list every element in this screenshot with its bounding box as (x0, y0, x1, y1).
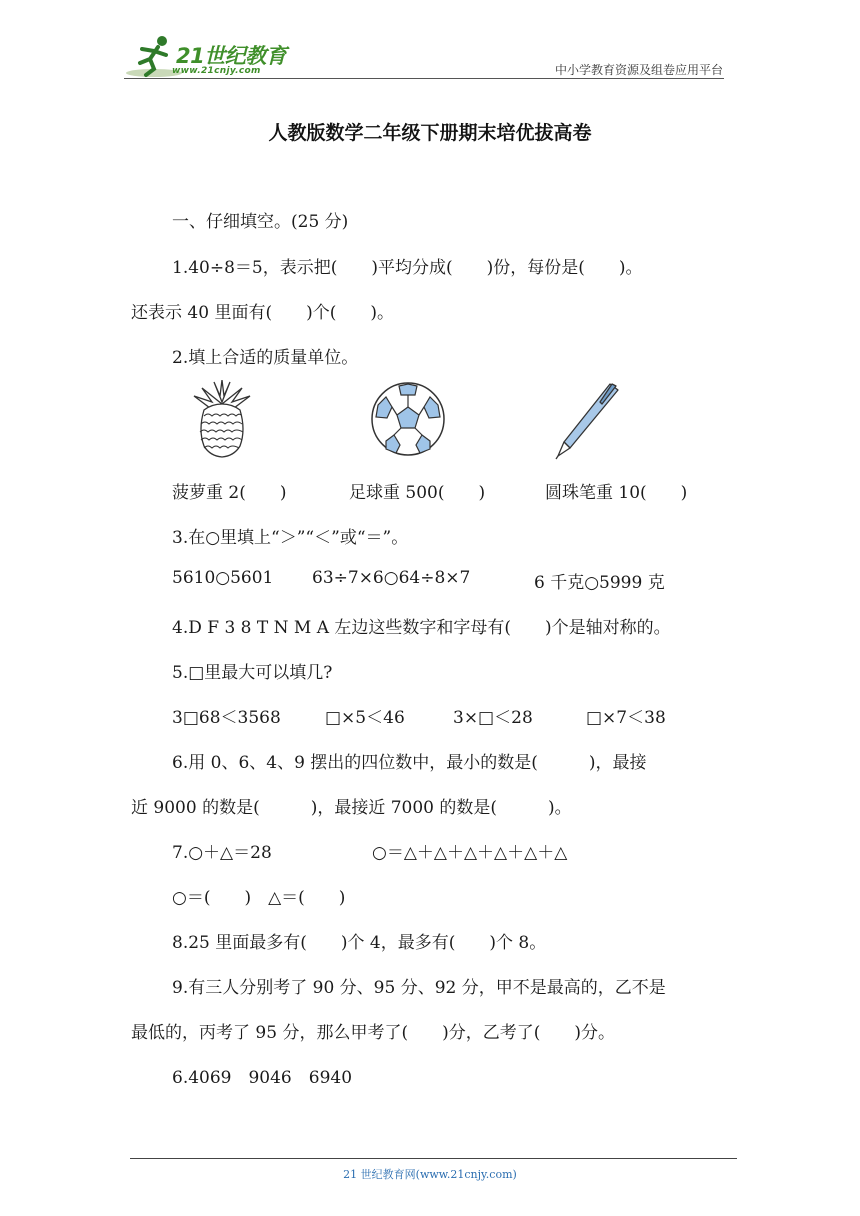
question-3-text: 3.在○里填上“＞”“＜”或“＝”。 (172, 528, 409, 548)
compare-item-1: 5610○5601 (172, 568, 274, 588)
pineapple-icon (190, 380, 254, 458)
question-9-line-1: 9.有三人分别考了 90 分、95 分、92 分，甲不是最高的，乙不是 (172, 978, 666, 998)
question-2-text: 2.填上合适的质量单位。 (172, 348, 359, 368)
fill-box-item-2: □×5＜46 (325, 708, 405, 728)
pineapple-weight-label: 菠萝重 2( ) (172, 483, 287, 503)
question-5-text: 5.□里最大可以填几? (172, 663, 333, 683)
question-1-line-1: 1.40÷8＝5，表示把( )平均分成( )份，每份是( )。 (172, 258, 643, 278)
header-tagline: 中小学教育资源及组卷应用平台 (554, 63, 723, 77)
logo-url: www.21cnjy.com (172, 66, 261, 76)
question-9-line-2: 最低的，丙考了 95 分，那么甲考了( )分，乙考了( )分。 (131, 1023, 615, 1043)
pen-weight-label: 圆珠笔重 10( ) (545, 483, 688, 503)
question-6-line-2: 近 9000 的数是( )，最接近 7000 的数是( )。 (131, 798, 572, 818)
header-divider (124, 78, 724, 79)
footer-divider (130, 1158, 737, 1159)
question-8-text: 8.25 里面最多有( )个 4，最多有( )个 8。 (172, 933, 547, 953)
question-1-line-2: 还表示 40 里面有( )个( )。 (131, 303, 394, 323)
logo-text: 21世纪教育 (176, 44, 287, 68)
question-7-answers: ○＝( ) △＝( ) (172, 888, 346, 908)
section-heading: 一、仔细填空。(25 分) (172, 212, 349, 232)
compare-item-2: 63÷7×6○64÷8×7 (312, 568, 471, 588)
question-6-line-1: 6.用 0、6、4、9 摆出的四位数中，最小的数是( )，最接 (172, 753, 647, 773)
compare-item-3: 6 千克○5999 克 (534, 573, 665, 593)
question-7-left: 7.○＋△＝28 (172, 843, 272, 863)
question-4-text: 4.D F 3 8 T N M A 左边这些数字和字母有( )个是轴对称的。 (172, 618, 671, 638)
fill-box-item-4: □×7＜38 (586, 708, 666, 728)
answer-line: 6.4069 9046 6940 (172, 1068, 353, 1088)
question-7-right: ○＝△＋△＋△＋△＋△＋△ (372, 843, 568, 863)
soccer-ball-weight-label: 足球重 500( ) (349, 483, 486, 503)
fill-box-item-1: 3□68＜3568 (172, 708, 281, 728)
soccer-ball-icon (370, 381, 446, 457)
page-title: 人教版数学二年级下册期末培优拔高卷 (268, 122, 592, 144)
ballpoint-pen-icon (552, 380, 622, 460)
footer-text: 21 世纪教育网(www.21cnjy.com) (343, 1168, 517, 1181)
fill-box-item-3: 3×□＜28 (453, 708, 533, 728)
